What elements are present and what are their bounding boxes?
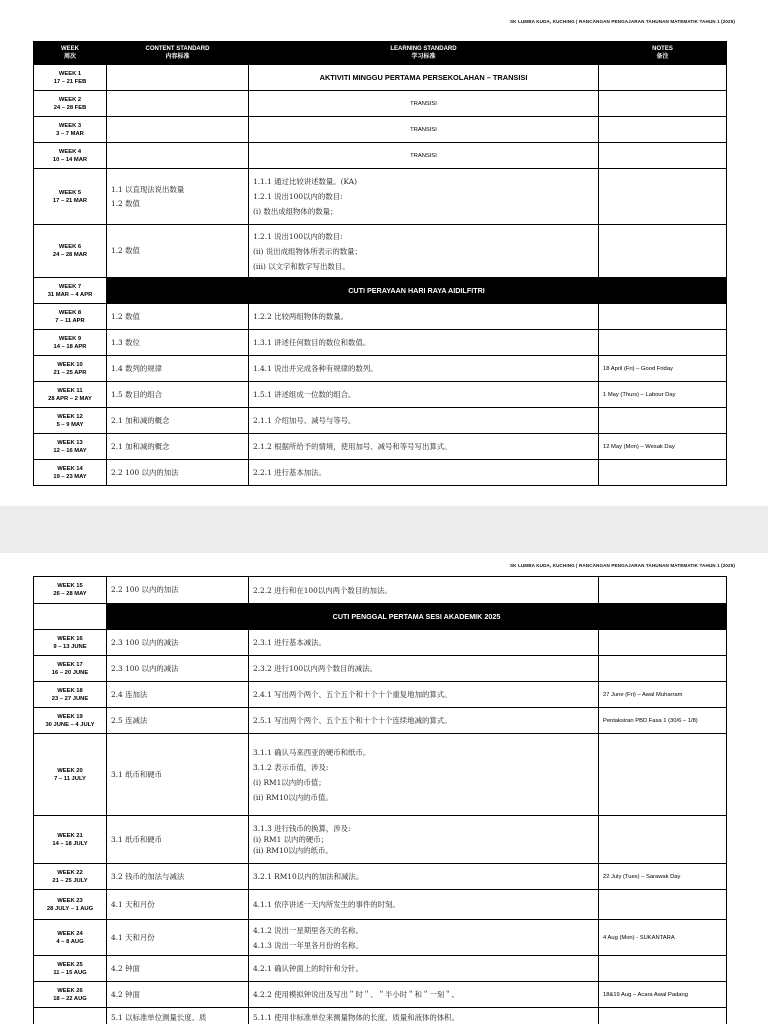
- week-number: WEEK 18: [57, 687, 83, 694]
- content-standard-cell: [107, 920, 249, 956]
- content-standard-cell: [107, 356, 249, 382]
- week-dates: 24 – 28 MAR: [52, 252, 88, 258]
- week-number: WEEK 15: [57, 583, 83, 589]
- notes-cell: [599, 169, 727, 225]
- notes-cell: [599, 460, 727, 486]
- holiday-banner: CUTI PERAYAAN HARI RAYA AIDILFITRI: [107, 278, 727, 304]
- table-row: [34, 356, 727, 382]
- week-cell: [34, 356, 107, 382]
- activity-cell: TRANSISI: [249, 143, 599, 169]
- content-standard-line: 1.2 数值: [111, 198, 140, 208]
- week-dates: 18 – 22 AUG: [53, 995, 87, 1002]
- learning-standard-cell: [249, 890, 599, 920]
- learning-standard-line: 2.3.2 进行100以内两个数目的减法。: [253, 664, 377, 673]
- learning-standard-cell: [249, 630, 599, 656]
- col-header-learning-standard: LEARNING STANDARD 学习标准: [249, 42, 599, 65]
- week-cell: [34, 304, 107, 330]
- learning-standard-line: 1.2.1 说出100以内的数目:: [253, 231, 343, 241]
- week-dates: 5 – 9 MAY: [56, 421, 84, 428]
- week-dates: 14 – 18 JULY: [52, 840, 88, 847]
- content-standard-cell: [107, 682, 249, 708]
- week-number: WEEK 8: [58, 309, 82, 316]
- notes-cell: 4 Aug (Mon) - SUKANTARA: [599, 920, 727, 956]
- content-standard-cell: [107, 65, 249, 91]
- learning-standard-line: 2.1.1 介绍加号、减号与等号。: [253, 416, 356, 425]
- week-dates: 4 – 8 AUG: [56, 938, 84, 945]
- week-cell: [34, 408, 107, 434]
- content-standard-line: 2.2 100 以内的加法: [111, 467, 179, 477]
- table-row: [34, 304, 727, 330]
- learning-standard-line: 1.5.1 讲述组成一位数的组合。: [253, 390, 356, 399]
- week-cell: [34, 656, 107, 682]
- notes-cell: [599, 65, 727, 91]
- content-standard-cell: [107, 864, 249, 890]
- learning-standard-line: (i) RM1以内的币值；: [253, 777, 326, 787]
- learning-standard-cell: [249, 169, 599, 225]
- week-cell: [34, 169, 107, 225]
- week-cell: [34, 920, 107, 956]
- learning-standard-cell: [249, 734, 599, 816]
- week-cell: [34, 890, 107, 920]
- week-dates: 11 – 15 AUG: [53, 969, 87, 976]
- learning-standard-cell: [249, 920, 599, 956]
- learning-standard-line: 3.2.1 RM10以内的加法和减法。: [253, 872, 364, 881]
- learning-standard-cell: [249, 330, 599, 356]
- content-standard-line: 2.3 100 以内的减法: [111, 637, 179, 647]
- week-dates: 21 – 25 APR: [53, 369, 87, 376]
- notes-cell: 12 May (Mon) – Wesak Day: [599, 434, 727, 460]
- week-cell: [34, 65, 107, 91]
- content-standard-line: 4.1 天和月份: [111, 932, 155, 942]
- week-dates: 17 – 21 MAR: [52, 197, 88, 204]
- week-number: WEEK 26: [57, 987, 83, 994]
- week-number: WEEK 20: [57, 767, 83, 774]
- week-dates: 31 MAR – 4 APR: [47, 291, 93, 298]
- table-row: [34, 864, 727, 890]
- activity-cell: TRANSISI: [249, 91, 599, 117]
- col-header-content-standard: CONTENT STANDARD 内容标准: [107, 42, 249, 65]
- content-standard-cell: [107, 734, 249, 816]
- learning-standard-cell: [249, 577, 599, 604]
- week-cell: [34, 604, 107, 630]
- learning-standard-line: (i) RM1 以内的硬币；: [253, 835, 329, 844]
- document-page-1: [0, 0, 768, 506]
- week-cell: [34, 816, 107, 864]
- week-number: WEEK 6: [58, 244, 82, 250]
- table-row: [34, 143, 727, 169]
- notes-cell: 22 July (Tues) – Sarawak Day: [599, 864, 727, 890]
- table-row: [34, 382, 727, 408]
- week-dates: 7 – 11 JULY: [54, 775, 86, 782]
- learning-standard-line: 4.1.1 依序讲述一天内所发生的事件的时刻。: [253, 900, 400, 909]
- table-row: [34, 225, 727, 278]
- week-number: WEEK 11: [57, 387, 83, 394]
- learning-standard-line: 4.1.2 说出一星期里各天的名称。: [253, 925, 363, 935]
- week-number: WEEK 14: [57, 465, 83, 472]
- holiday-banner: CUTI PENGGAL PERTAMA SESI AKADEMIK 2025: [107, 604, 727, 630]
- notes-cell: 18 April (Fri) – Good Friday: [599, 356, 727, 382]
- week-dates: 26 – 28 MAY: [53, 591, 87, 597]
- learning-standard-cell: [249, 956, 599, 982]
- week-number: WEEK 7: [58, 283, 82, 290]
- notes-cell: [599, 956, 727, 982]
- week-number: WEEK 3: [58, 122, 82, 129]
- learning-standard-line: 1.4.1 说出并完成各种有规律的数列。: [253, 364, 378, 373]
- content-standard-line: 2.4 连加法: [111, 689, 148, 699]
- notes-cell: [599, 890, 727, 920]
- page-header: SK LUMBA KUDA, KUCHING | RANCANGAN PENGAJARAN TAHUNAN MATEMATIK TAHUN 1 (2025): [510, 19, 735, 24]
- week-cell: [34, 117, 107, 143]
- notes-cell: [599, 734, 727, 816]
- week-number: WEEK 16: [57, 635, 83, 642]
- content-standard-line: 1.2 数值: [111, 246, 140, 255]
- week-dates: 16 – 20 JUNE: [51, 669, 89, 676]
- notes-cell: [599, 304, 727, 330]
- learning-standard-line: 2.5.1 写出两个两个、五个五个和十个十个连续地减的算式。: [253, 716, 452, 725]
- content-standard-line: 5.1 以标准单位测量长度、质: [111, 1012, 207, 1022]
- content-standard-cell: [107, 956, 249, 982]
- table-row: [34, 1008, 727, 1024]
- content-standard-line: 1.1 以直现法说出数量: [111, 184, 185, 194]
- week-cell: [34, 434, 107, 460]
- week-number: WEEK 19: [57, 713, 83, 720]
- learning-standard-cell: [249, 460, 599, 486]
- table-row: [34, 956, 727, 982]
- page-header: SK LUMBA KUDA, KUCHING | RANCANGAN PENGAJARAN TAHUNAN MATEMATIK TAHUN 1 (2025): [510, 563, 735, 568]
- content-standard-cell: [107, 1008, 249, 1024]
- week-dates: 28 JULY – 1 AUG: [46, 905, 94, 912]
- table-row: [34, 604, 727, 630]
- learning-standard-cell: [249, 816, 599, 864]
- week-dates: 19 – 23 MAY: [53, 473, 87, 480]
- table-row: [34, 278, 727, 304]
- content-standard-cell: [107, 816, 249, 864]
- notes-cell: [599, 117, 727, 143]
- content-standard-line: 1.5 数目的组合: [111, 389, 163, 399]
- content-standard-cell: [107, 890, 249, 920]
- table-row: [34, 91, 727, 117]
- table-header-row: [34, 42, 727, 65]
- table-row: [34, 65, 727, 91]
- week-number: WEEK 12: [57, 413, 83, 420]
- week-number: WEEK 4: [58, 148, 82, 155]
- content-standard-cell: [107, 656, 249, 682]
- table-row: [34, 460, 727, 486]
- content-standard-cell: [107, 982, 249, 1008]
- content-standard-line: 4.1 天和月份: [111, 899, 155, 909]
- learning-standard-cell: [249, 1008, 599, 1024]
- week-dates: 3 – 7 MAR: [56, 130, 84, 137]
- week-dates: 9 – 13 JUNE: [53, 643, 87, 650]
- week-dates: 24 – 28 FEB: [53, 104, 87, 111]
- week-cell: [34, 864, 107, 890]
- week-dates: 30 JUNE – 4 JULY: [45, 721, 95, 728]
- table-row: [34, 408, 727, 434]
- table-row: [34, 682, 727, 708]
- learning-standard-line: 4.2.1 确认钟面上的时针和分针。: [253, 964, 363, 973]
- week-dates: 28 APR – 2 MAY: [48, 395, 92, 402]
- table-row: [34, 982, 727, 1008]
- activity-cell: AKTIVITI MINGGU PERTAMA PERSEKOLAHAN – TRANSISI: [249, 65, 599, 91]
- learning-standard-line: (i) 数出成组物体的数量；: [253, 207, 338, 216]
- week-cell: [34, 956, 107, 982]
- notes-cell: [599, 225, 727, 278]
- learning-standard-cell: [249, 982, 599, 1008]
- week-dates: 12 – 16 MAY: [53, 447, 87, 454]
- content-standard-line: 4.2 钟面: [111, 989, 140, 999]
- week-dates: 23 – 27 JUNE: [51, 695, 89, 702]
- week-cell: [34, 1008, 107, 1024]
- notes-cell: 1 May (Thurs) – Labour Day: [599, 382, 727, 408]
- content-standard-cell: [107, 434, 249, 460]
- week-number: WEEK 22: [57, 869, 83, 876]
- week-number: WEEK 2: [58, 96, 82, 103]
- week-number: WEEK 13: [57, 439, 83, 446]
- week-number: WEEK 21: [57, 832, 83, 839]
- col-header-notes: NOTES 备注: [599, 42, 727, 65]
- learning-standard-cell: [249, 864, 599, 890]
- content-standard-cell: [107, 708, 249, 734]
- week-cell: [34, 682, 107, 708]
- learning-standard-cell: [249, 656, 599, 682]
- learning-standard-line: 2.4.1 写出两个两个、五个五个和十个十个重复地加的算式。: [253, 690, 452, 699]
- week-number: WEEK 24: [57, 930, 83, 937]
- table-row: [34, 920, 727, 956]
- learning-standard-cell: [249, 682, 599, 708]
- content-standard-line: 1.3 数位: [111, 337, 140, 347]
- content-standard-cell: [107, 91, 249, 117]
- table-row: [34, 708, 727, 734]
- learning-standard-cell: [249, 304, 599, 330]
- content-standard-cell: [107, 143, 249, 169]
- content-standard-line: 1.2 数值: [111, 311, 140, 321]
- content-standard-line: 4.2 钟面: [111, 963, 140, 973]
- content-standard-cell: [107, 630, 249, 656]
- learning-standard-line: (iii) 以文字和数字写出数目。: [253, 261, 350, 271]
- notes-cell: Pentaksiran PBD Fasa 1 (30/6 – 1/8): [599, 708, 727, 734]
- week-cell: [34, 734, 107, 816]
- content-standard-cell: [107, 304, 249, 330]
- notes-cell: 18&19 Aug – Acara Awal Padang: [599, 982, 727, 1008]
- week-cell: [34, 630, 107, 656]
- col-header-week: WEEK 周次: [34, 42, 107, 65]
- notes-cell: [599, 630, 727, 656]
- learning-standard-cell: [249, 434, 599, 460]
- week-cell: [34, 278, 107, 304]
- learning-standard-line: 4.2.2 使用模拟钟说出及写出＂时＂、＂半小时＂和＂一刻＂。: [253, 990, 459, 999]
- notes-cell: [599, 143, 727, 169]
- learning-standard-line: (ii) 说出成组物体所表示的数量；: [253, 246, 362, 256]
- week-number: WEEK 9: [58, 335, 82, 342]
- notes-cell: [599, 656, 727, 682]
- week-number: WEEK 25: [57, 961, 83, 968]
- notes-cell: [599, 577, 727, 604]
- learning-standard-line: 4.1.3 说出一年里各月份的名称。: [253, 940, 363, 950]
- content-standard-cell: [107, 330, 249, 356]
- content-standard-line: 2.1 加和减的概念: [111, 441, 170, 451]
- content-standard-line: 3.1 纸币和硬币: [111, 834, 163, 844]
- content-standard-line: 2.5 连减法: [111, 715, 148, 725]
- notes-cell: [599, 1008, 727, 1024]
- content-standard-cell: [107, 169, 249, 225]
- week-cell: [34, 708, 107, 734]
- learning-standard-line: (ii) RM10以内的纸币。: [253, 846, 333, 855]
- yearly-plan-table-continued: [33, 576, 727, 1024]
- week-number: WEEK 23: [57, 897, 83, 904]
- learning-standard-line: (ii) RM10以内的币值。: [253, 792, 333, 802]
- learning-standard-line: 5.1.1 使用非标准单位来测量物体的长度、质量和液体的体积。: [253, 1013, 459, 1022]
- yearly-plan-table: [33, 41, 727, 486]
- week-cell: [34, 460, 107, 486]
- notes-cell: [599, 408, 727, 434]
- learning-standard-line: 2.2.1 进行基本加法。: [253, 468, 326, 477]
- learning-standard-cell: [249, 225, 599, 278]
- content-standard-line: 3.2 钱币的加法与减法: [111, 871, 185, 881]
- table-row: [34, 630, 727, 656]
- week-cell: [34, 382, 107, 408]
- table-row: [34, 577, 727, 604]
- learning-standard-cell: [249, 356, 599, 382]
- week-cell: [34, 982, 107, 1008]
- week-number: WEEK 5: [58, 189, 82, 196]
- week-number: WEEK 17: [57, 661, 83, 668]
- table-row: [34, 330, 727, 356]
- learning-standard-line: 2.1.2 根据所给予的情境，使用加号、减号和等号写出算式。: [253, 442, 452, 451]
- week-cell: [34, 225, 107, 278]
- table-row: [34, 169, 727, 225]
- content-standard-cell: [107, 460, 249, 486]
- learning-standard-line: 1.2.1 说出100以内的数目:: [253, 192, 343, 201]
- content-standard-cell: [107, 117, 249, 143]
- table-row: [34, 890, 727, 920]
- content-standard-cell: [107, 382, 249, 408]
- learning-standard-line: 1.2.2 比较两组物体的数量。: [253, 312, 349, 321]
- learning-standard-line: 2.3.1 进行基本减法。: [253, 638, 326, 647]
- week-cell: [34, 577, 107, 604]
- week-dates: 14 – 18 APR: [53, 343, 87, 350]
- table-row: [34, 117, 727, 143]
- content-standard-cell: [107, 225, 249, 278]
- week-cell: [34, 143, 107, 169]
- week-number: WEEK 10: [57, 361, 83, 368]
- document-page-2: [0, 553, 768, 1024]
- week-dates: 7 – 11 APR: [55, 317, 85, 324]
- learning-standard-cell: [249, 708, 599, 734]
- learning-standard-line: 1.3.1 讲述任何数目的数位和数值。: [253, 338, 371, 347]
- learning-standard-cell: [249, 408, 599, 434]
- learning-standard-line: 2.2.2 进行和在100以内两个数目的加法。: [253, 585, 392, 595]
- content-standard-cell: [107, 408, 249, 434]
- content-standard-line: 2.2 100 以内的加法: [111, 585, 179, 594]
- notes-cell: [599, 816, 727, 864]
- content-standard-line: 3.1 纸币和硬币: [111, 769, 163, 779]
- week-cell: [34, 91, 107, 117]
- learning-standard-line: 3.1.3 进行钱币的换算，涉及:: [253, 824, 351, 833]
- week-dates: 21 – 25 JULY: [52, 877, 88, 884]
- table-row: [34, 656, 727, 682]
- content-standard-line: 2.3 100 以内的减法: [111, 663, 179, 673]
- learning-standard-cell: [249, 382, 599, 408]
- content-standard-line: 2.1 加和减的概念: [111, 415, 170, 425]
- week-cell: [34, 330, 107, 356]
- week-number: WEEK 1: [58, 70, 82, 77]
- activity-cell: TRANSISI: [249, 117, 599, 143]
- notes-cell: [599, 91, 727, 117]
- content-standard-cell: [107, 577, 249, 604]
- week-dates: 10 – 14 MAR: [52, 156, 88, 163]
- week-dates: 17 – 21 FEB: [53, 78, 87, 85]
- learning-standard-line: 1.1.1 通过比较讲述数量。(KA): [253, 177, 357, 186]
- learning-standard-line: 3.1.2 表示币值，涉及:: [253, 762, 329, 772]
- table-row: [34, 434, 727, 460]
- table-row: [34, 816, 727, 864]
- notes-cell: [599, 330, 727, 356]
- notes-cell: 27 June (Fri) – Awal Muharram: [599, 682, 727, 708]
- table-row: [34, 734, 727, 816]
- learning-standard-line: 3.1.1 确认马来西亚的硬币和纸币。: [253, 747, 371, 757]
- content-standard-line: 1.4 数列的规律: [111, 363, 163, 373]
